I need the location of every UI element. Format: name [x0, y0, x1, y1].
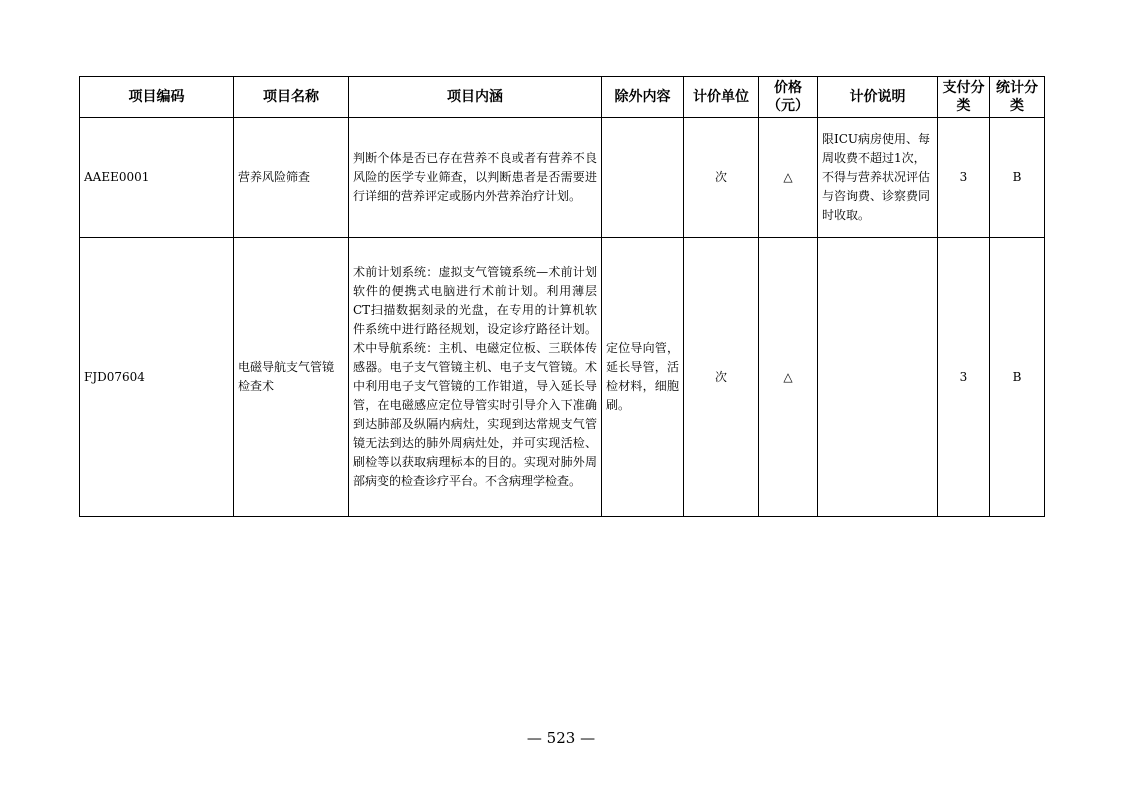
table-header-row [80, 77, 1045, 118]
cell-pricing-note: 限ICU病房使用、每周收费不超过1次，不得与营养状况评估与咨询费、诊察费同时收取。 [818, 118, 938, 238]
header-pricing-note: 计价说明 [818, 77, 938, 118]
header-name: 项目名称 [234, 77, 349, 118]
cell-code: AAEE0001 [80, 118, 234, 238]
cell-code: FJD07604 [80, 238, 234, 517]
cell-content: 判断个体是否已存在营养不良或者有营养不良风险的医学专业筛查，以判断患者是否需要进行详细的营养评定或肠内外营养治疗计划。 [349, 118, 602, 238]
cell-payment-category: 3 [938, 118, 990, 238]
cell-name: 营养风险筛查 [234, 118, 349, 238]
medical-service-price-table [79, 76, 1045, 517]
table-row [80, 118, 1045, 238]
header-payment-category: 支付分类 [938, 77, 990, 118]
cell-unit: 次 [684, 238, 759, 517]
cell-unit: 次 [684, 118, 759, 238]
header-code: 项目编码 [80, 77, 234, 118]
cell-statistics-category: B [990, 118, 1045, 238]
page-number: — 523 — [526, 729, 596, 747]
cell-exclusions [602, 118, 684, 238]
cell-exclusions: 定位导向管，延长导管，活检材料，细胞刷。 [602, 238, 684, 517]
cell-pricing-note [818, 238, 938, 517]
cell-price: △ [759, 238, 818, 517]
cell-price: △ [759, 118, 818, 238]
header-unit: 计价单位 [684, 77, 759, 118]
header-statistics-category: 统计分类 [990, 77, 1045, 118]
cell-name: 电磁导航支气管镜检查术 [234, 238, 349, 517]
header-price: 价格（元） [759, 77, 818, 118]
cell-payment-category: 3 [938, 238, 990, 517]
cell-content: 术前计划系统：虚拟支气管镜系统—术前计划软件的便携式电脑进行术前计划。利用薄层CT扫描数据刻录的光盘，在专用的计算机软件系统中进行路径规划，设定诊疗路径计划。术中导航系统：主机、电磁定位板、三联体传感器。电子支气管镜主机、电子支气管镜。术中利用电子支气管镜的工作钳道，导入延长导管，在电磁感应定位导管实时引导介入下准确到达肺部及纵隔内病灶，实现到达常规支气管镜无法到达的肺外周病灶处，并可实现活检、刷检等以获取病理标本的目的。实现对肺外周部病变的检查诊疗平台。不含病理学检查。 [349, 238, 602, 517]
table-row [80, 238, 1045, 517]
header-exclusions: 除外内容 [602, 77, 684, 118]
header-content: 项目内涵 [349, 77, 602, 118]
cell-statistics-category: B [990, 238, 1045, 517]
